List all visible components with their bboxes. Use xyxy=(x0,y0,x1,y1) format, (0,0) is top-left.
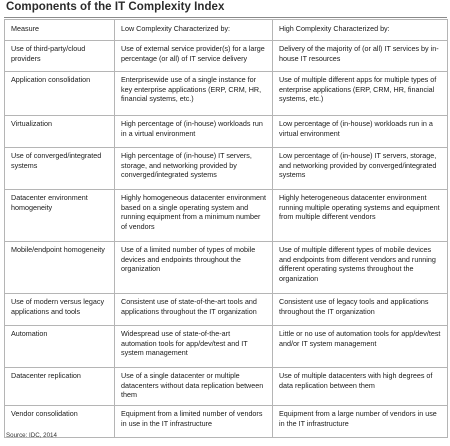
measure-cell: Automation xyxy=(5,326,115,368)
high-cell: Equipment from a large number of vendors in use in the IT infrastructure xyxy=(273,406,448,438)
header-high-complexity: High Complexity Characterized by: xyxy=(273,20,448,41)
table-row xyxy=(5,190,448,242)
table-row xyxy=(5,294,448,326)
low-cell: High percentage of (in-house) IT servers, storage, and networking provided by converged/integrated systems xyxy=(115,148,273,190)
low-cell: Widespread use of state-of-the-art automation tools for app/dev/test and IT system management xyxy=(115,326,273,368)
measure-cell: Use of third-party/cloud providers xyxy=(5,41,115,72)
low-cell: Use of external service provider(s) for a large percentage (or all) of IT service delivery xyxy=(115,41,273,72)
title-rule xyxy=(4,17,447,18)
table-row xyxy=(5,41,448,72)
table-row xyxy=(5,326,448,368)
page-title: Components of the IT Complexity Index xyxy=(6,1,225,13)
high-cell: Use of multiple different types of mobile devices and endpoints from different vendors and running different operating systems throughout the organization xyxy=(273,242,448,294)
measure-cell: Use of modern versus legacy applications and tools xyxy=(5,294,115,326)
low-cell: Consistent use of state-of-the-art tools and applications throughout the IT organization xyxy=(115,294,273,326)
high-cell: Use of multiple different apps for multiple types of enterprise applications (ERP, CRM, HR, financial systems, etc.) xyxy=(273,72,448,116)
measure-cell: Application consolidation xyxy=(5,72,115,116)
low-cell: Use of a limited number of types of mobile devices and endpoints throughout the organization xyxy=(115,242,273,294)
complexity-table xyxy=(4,19,448,438)
high-cell: Low percentage of (in-house) workloads run in a virtual environment xyxy=(273,116,448,148)
table-row xyxy=(5,406,448,438)
header-measure: Measure xyxy=(5,20,115,41)
low-cell: Enterprisewide use of a single instance for key enterprise applications (ERP, CRM, HR, financial systems, etc.) xyxy=(115,72,273,116)
low-cell: High percentage of (in-house) workloads run in a virtual environment xyxy=(115,116,273,148)
high-cell: Highly heterogeneous datacenter environment running multiple operating systems and equipment from multiple different vendors xyxy=(273,190,448,242)
table-row xyxy=(5,72,448,116)
measure-cell: Datacenter replication xyxy=(5,368,115,406)
high-cell: Delivery of the majority of (or all) IT services by in-house IT resources xyxy=(273,41,448,72)
low-cell: Highly homogeneous datacenter environment based on a single operating system and running equipment from a minimum number of vendors xyxy=(115,190,273,242)
high-cell: Low percentage of (in-house) IT servers, storage, and networking provided by converged/integrated systems xyxy=(273,148,448,190)
high-cell: Little or no use of automation tools for app/dev/test and/or IT system management xyxy=(273,326,448,368)
table-row xyxy=(5,116,448,148)
high-cell: Consistent use of legacy tools and applications throughout the IT organization xyxy=(273,294,448,326)
source-note: Source: IDC, 2014 xyxy=(6,432,57,439)
measure-cell: Datacenter environment homogeneity xyxy=(5,190,115,242)
table-row xyxy=(5,242,448,294)
high-cell: Use of multiple datacenters with high degrees of data replication between them xyxy=(273,368,448,406)
measure-cell: Vendor consolidation xyxy=(5,406,115,438)
measure-cell: Virtualization xyxy=(5,116,115,148)
measure-cell: Use of converged/integrated systems xyxy=(5,148,115,190)
low-cell: Use of a single datacenter or multiple datacenters without data replication between them xyxy=(115,368,273,406)
table-row xyxy=(5,368,448,406)
measure-cell: Mobile/endpoint homogeneity xyxy=(5,242,115,294)
table-header-row xyxy=(5,20,448,41)
low-cell: Equipment from a limited number of vendors in use in the IT infrastructure xyxy=(115,406,273,438)
table-row xyxy=(5,148,448,190)
header-low-complexity: Low Complexity Characterized by: xyxy=(115,20,273,41)
